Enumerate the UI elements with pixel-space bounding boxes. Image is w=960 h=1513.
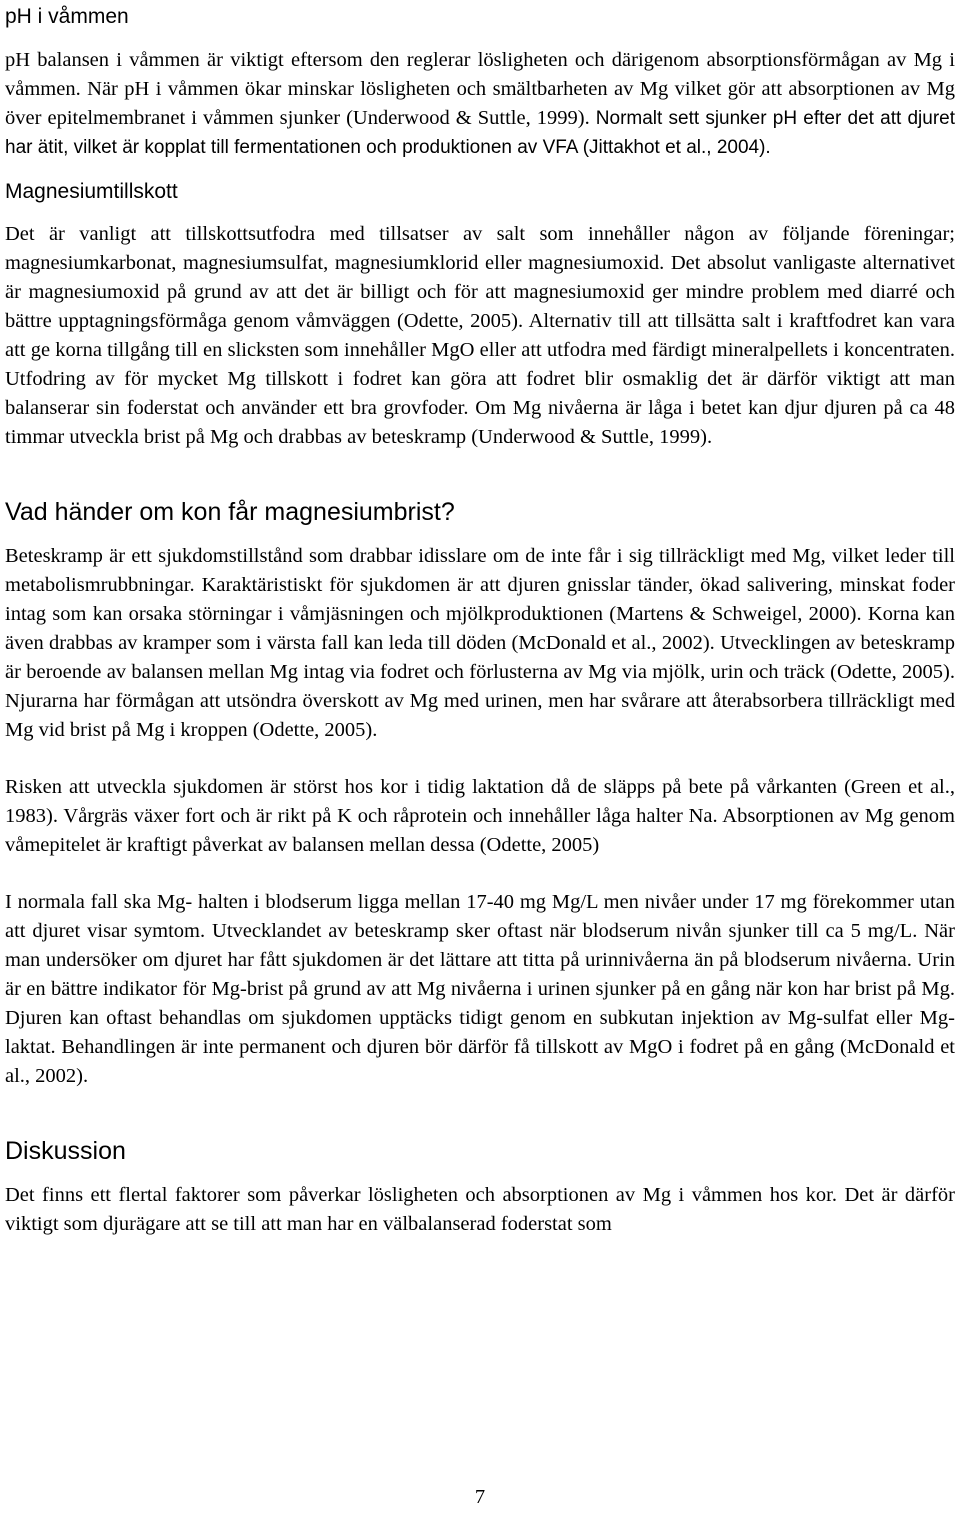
paragraph-magnesiumbrist-2: Risken att utveckla sjukdomen är störst hos kor i tidig laktation då de släpps på bete på vårkanten (Green et al., 1983). Vårgräs växer fort och är rikt på K och råprotein och innehåller låga halter Na. Absorptionen av Mg genom våmepitelet är kraftigt påverkat av balansen mellan dessa (Odette, 2005)	[5, 776, 955, 856]
document-page	[5, 0, 955, 1239]
paragraph-magnesiumbrist-1: Beteskramp är ett sjukdomstillstånd som drabbar idisslare om de inte får i sig tillräckligt med Mg, vilket leder till metabolismrubbningar. Karaktäristiskt för sjukdomen är att djuren gnisslar tänder, ökad salivering, minskat foder intag som kan orsaka störningar i våmjäsningen och mjölkproduktionen (Martens & Schweigel, 2000). Korna kan även drabbas av kramper som i värsta fall kan leda till döden (McDonald et al., 2002). Utvecklingen av beteskramp är beroende av balansen mellan Mg intag via fodret och förlusterna av Mg via mjölk, urin och träck (Odette, 2005). Njurarna har förmågan att utsöndra överskott av Mg med urinen, men har svårare att återabsorbera tillräckligt med Mg vid brist på Mg i kroppen (Odette, 2005).	[5, 545, 955, 741]
page-number: 7	[474, 1486, 486, 1508]
section-heading-ph: pH i våmmen	[5, 5, 129, 28]
section-heading-diskussion: Diskussion	[5, 1137, 126, 1165]
paragraph-magnesiumtillskott: Det är vanligt att tillskottsutfodra med tillsatser av salt som innehåller någon av följande föreningar; magnesiumkarbonat, magnesiumsulfat, magnesiumklorid eller magnesiumoxid. Det absolut vanligaste alternativet är magnesiumoxid på grund av att det är billigt och för att magnesiumoxid ger mindre problem med diarré och bättre upptagningsförmåga genom våmväggen (Odette, 2005). Alternativ till att tillsätta salt i kraftfodret kan vara att ge korna tillgång till en slicksten som innehåller MgO eller att utfodra med färdigt mineralpellets i koncentraten. Utfodring av för mycket Mg tillskott i fodret kan göra att fodret blir osmaklig det är därför viktigt att man balanserar sin foderstat och använder ett bra grovfoder. Om Mg nivåerna är låga i betet kan djur djuren på ca 48 timmar utveckla brist på Mg och drabbas av beteskramp (Underwood & Suttle, 1999).	[5, 223, 955, 448]
section-heading-magnesiumtillskott: Magnesiumtillskott	[5, 180, 178, 203]
paragraph-ph-part-a: pH balansen i våmmen är viktigt eftersom den reglerar lösligheten och därigenom absorptionsförmågan av Mg i våmmen. När pH i våmmen ökar minskar lösligheten och smältbarheten av Mg vilket gör att absorptionen av Mg över epitelmembranet i våmmen sjunker (Underwood & Suttle, 1999).	[5, 49, 955, 129]
paragraph-magnesiumbrist-3: I normala fall ska Mg- halten i blodserum ligga mellan 17-40 mg Mg/L men nivåer under 17 mg förekommer utan att djuret visar symtom. Utvecklandet av beteskramp sker oftast när blodserum nivån sjunker till ca 5 mg/L. När man undersöker om djuret har fått sjukdomen är det lättare att titta på urinnivåerna än på blodserum nivåerna. Urin är en bättre indikator för Mg-brist på grund av att Mg nivåerna i urinen sjunker på en gång när kon har brist på Mg. Djuren kan oftast behandlas om sjukdomen upptäcks tidigt genom en subkutan injektion av Mg-sulfat eller Mg-laktat. Behandlingen är inte permanent och djuren bör därför få tillskott av MgO i fodret på en gång (McDonald et al., 2002).	[5, 891, 955, 1087]
section-heading-magnesiumbrist: Vad händer om kon får magnesiumbrist?	[5, 498, 455, 526]
paragraph-ph-part-b: Normalt sett sjunker pH efter det att djuret har ätit, vilket är kopplat till fermentationen och produktionen av VFA (Jittakhot et al., 2004).	[5, 108, 955, 158]
paragraph-diskussion: Det finns ett flertal faktorer som påverkar lösligheten och absorptionen av Mg i våmmen hos kor. Det är därför viktigt som djurägare att se till att man har en välbalanserad foderstat som	[5, 1184, 955, 1235]
paragraph-ph	[5, 46, 955, 162]
